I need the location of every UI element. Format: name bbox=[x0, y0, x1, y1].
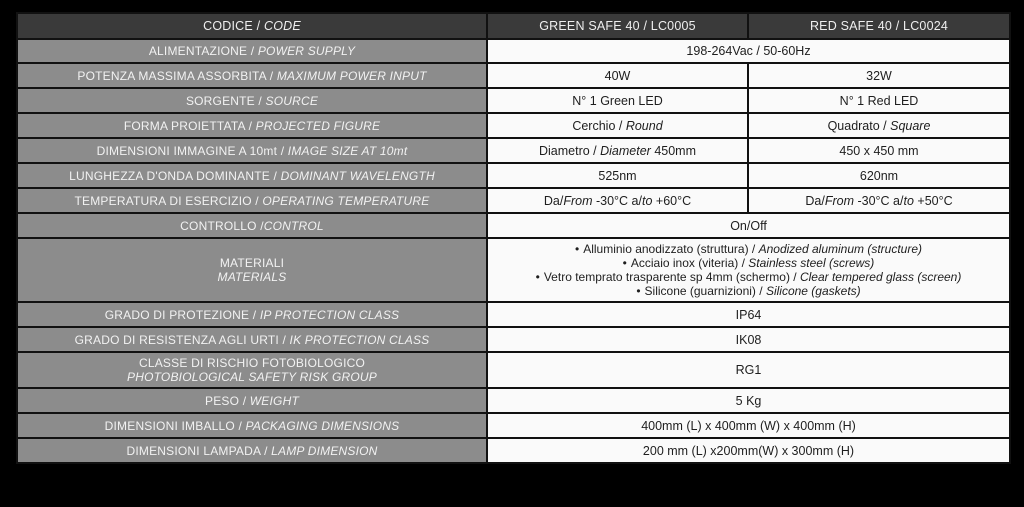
table-row-photobiological bbox=[17, 352, 1010, 388]
value-wavelength-green: 525nm bbox=[487, 163, 748, 188]
table-row-image-size bbox=[17, 138, 1010, 163]
value-weight: 5 Kg bbox=[487, 388, 1010, 413]
label-image-size: DIMENSIONI IMMAGINE A 10mt / IMAGE SIZE AT 10mt bbox=[17, 138, 487, 163]
value-control: On/Off bbox=[487, 213, 1010, 238]
value-max-power-green: 40W bbox=[487, 63, 748, 88]
value-source-green: N° 1 Green LED bbox=[487, 88, 748, 113]
list-item: • Acciaio inox (viteria) / Stainless steel (screws) bbox=[622, 256, 875, 270]
table-row-wavelength bbox=[17, 163, 1010, 188]
value-lamp-dimension: 200 mm (L) x200mm(W) x 300mm (H) bbox=[487, 438, 1010, 463]
list-item: • Alluminio anodizzato (struttura) / Anodized aluminum (structure) bbox=[574, 242, 923, 256]
label-lamp-dimension: DIMENSIONI LAMPADA / LAMP DIMENSION bbox=[17, 438, 487, 463]
label-packaging-dimensions: DIMENSIONI IMBALLO / PACKAGING DIMENSIONS bbox=[17, 413, 487, 438]
value-operating-temperature-red: Da/From -30°C a/to +50°C bbox=[748, 188, 1010, 213]
value-operating-temperature-green: Da/From -30°C a/to +60°C bbox=[487, 188, 748, 213]
table-row-ip-protection bbox=[17, 302, 1010, 327]
value-power-supply: 198-264Vac / 50-60Hz bbox=[487, 39, 1010, 63]
value-ip-protection: IP64 bbox=[487, 302, 1010, 327]
header-red-safe: RED SAFE 40 / LC0024 bbox=[748, 13, 1010, 39]
label-ip-protection: GRADO DI PROTEZIONE / IP PROTECTION CLASS bbox=[17, 302, 487, 327]
label-materials: MATERIALI MATERIALS bbox=[17, 238, 487, 302]
value-ik-protection: IK08 bbox=[487, 327, 1010, 352]
label-weight: PESO / WEIGHT bbox=[17, 388, 487, 413]
table-row-power-supply bbox=[17, 39, 1010, 63]
label-wavelength: LUNGHEZZA D'ONDA DOMINANTE / DOMINANT WAVELENGTH bbox=[17, 163, 487, 188]
header-code: CODICE / CODE bbox=[17, 13, 487, 39]
value-projected-figure-red: Quadrato / Square bbox=[748, 113, 1010, 138]
table-row-weight bbox=[17, 388, 1010, 413]
label-photobiological: CLASSE DI RISCHIO FOTOBIOLOGICO PHOTOBIOLOGICAL SAFETY RISK GROUP bbox=[17, 352, 487, 388]
value-packaging-dimensions: 400mm (L) x 400mm (W) x 400mm (H) bbox=[487, 413, 1010, 438]
label-operating-temperature: TEMPERATURA DI ESERCIZIO / OPERATING TEMPERATURE bbox=[17, 188, 487, 213]
table-row-ik-protection bbox=[17, 327, 1010, 352]
table-row-max-power bbox=[17, 63, 1010, 88]
value-image-size-red: 450 x 450 mm bbox=[748, 138, 1010, 163]
table-row-packaging-dimensions bbox=[17, 413, 1010, 438]
value-max-power-red: 32W bbox=[748, 63, 1010, 88]
value-image-size-green: Diametro / Diameter 450mm bbox=[487, 138, 748, 163]
label-power-supply: ALIMENTAZIONE / POWER SUPPLY bbox=[17, 39, 487, 63]
value-photobiological: RG1 bbox=[487, 352, 1010, 388]
label-source: SORGENTE / SOURCE bbox=[17, 88, 487, 113]
table-row-operating-temperature bbox=[17, 188, 1010, 213]
label-max-power: POTENZA MASSIMA ASSORBITA / MAXIMUM POWER INPUT bbox=[17, 63, 487, 88]
list-item: • Silicone (guarnizioni) / Silicone (gaskets) bbox=[636, 284, 861, 298]
spec-table bbox=[16, 12, 1011, 464]
label-projected-figure: FORMA PROIETTATA / PROJECTED FIGURE bbox=[17, 113, 487, 138]
value-materials bbox=[487, 238, 1010, 302]
value-source-red: N° 1 Red LED bbox=[748, 88, 1010, 113]
table-row-control bbox=[17, 213, 1010, 238]
table-row-materials bbox=[17, 238, 1010, 302]
table-row-source bbox=[17, 88, 1010, 113]
value-wavelength-red: 620nm bbox=[748, 163, 1010, 188]
table-row-lamp-dimension bbox=[17, 438, 1010, 463]
header-row bbox=[17, 13, 1010, 39]
label-control: CONTROLLO /CONTROL bbox=[17, 213, 487, 238]
list-item: • Vetro temprato trasparente sp 4mm (schermo) / Clear tempered glass (screen) bbox=[535, 270, 962, 284]
value-projected-figure-green: Cerchio / Round bbox=[487, 113, 748, 138]
label-ik-protection: GRADO DI RESISTENZA AGLI URTI / IK PROTECTION CLASS bbox=[17, 327, 487, 352]
header-green-safe: GREEN SAFE 40 / LC0005 bbox=[487, 13, 748, 39]
table-row-projected-figure bbox=[17, 113, 1010, 138]
